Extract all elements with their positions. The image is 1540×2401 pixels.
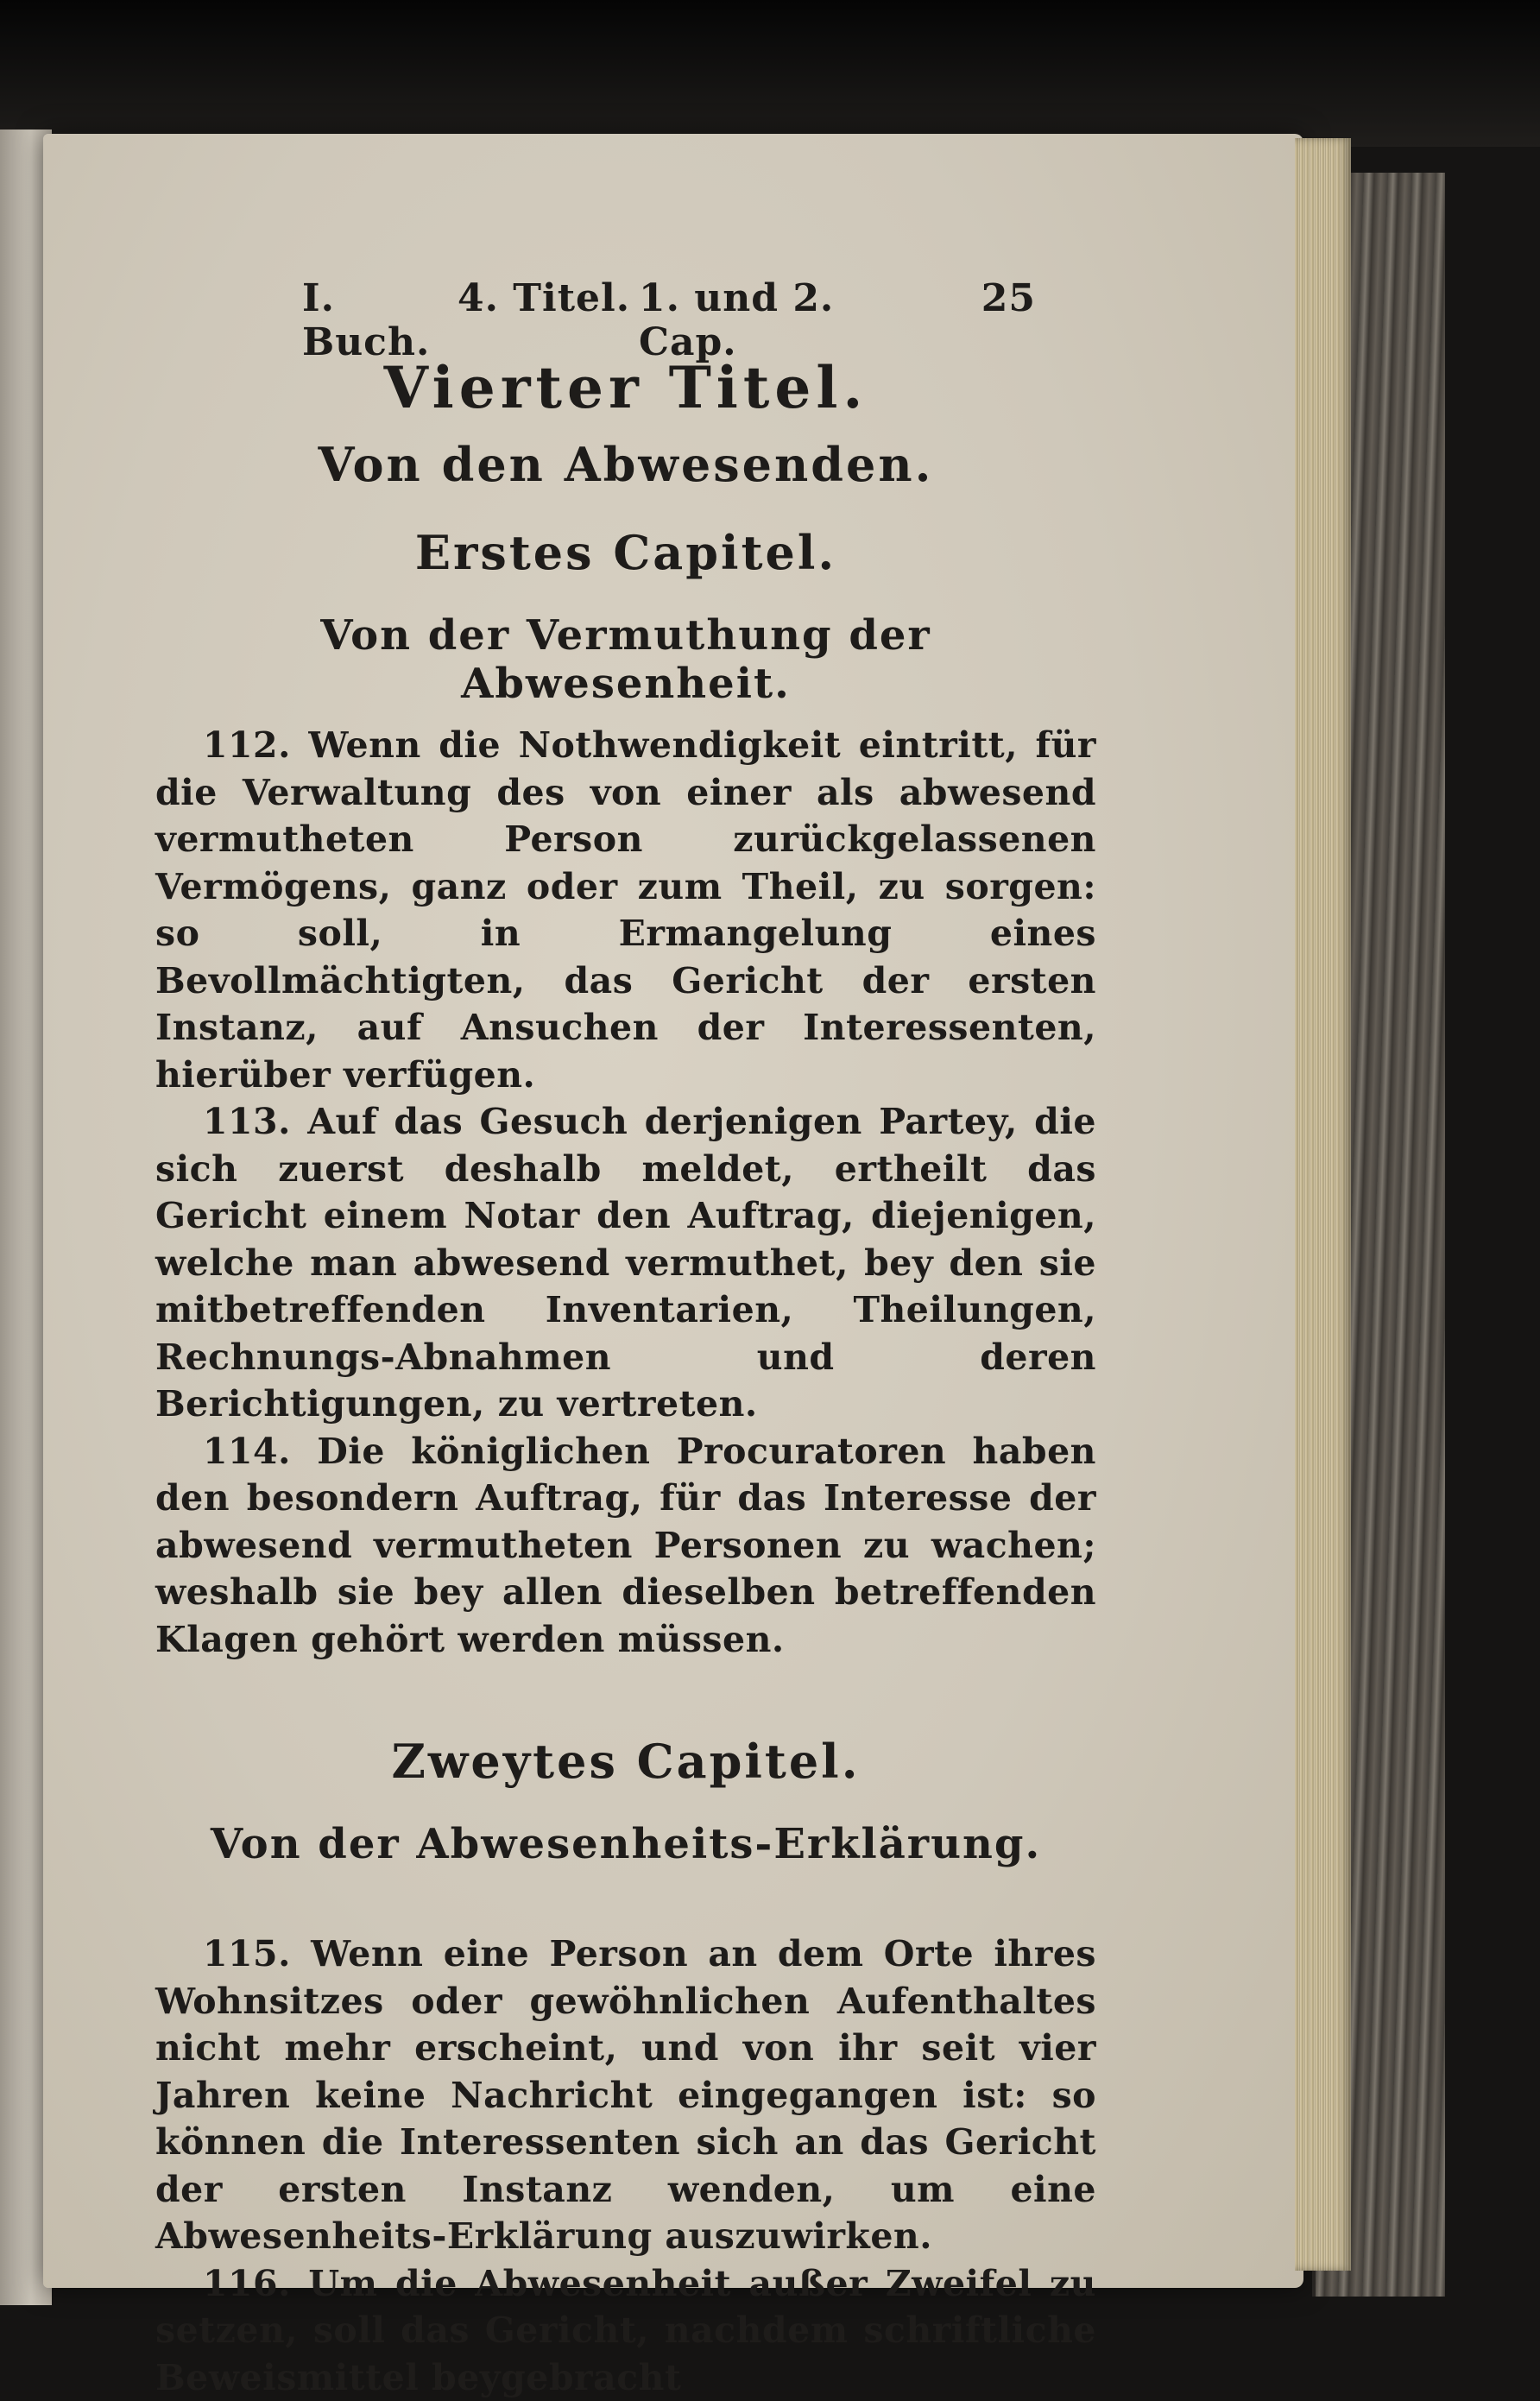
- running-head-title: 4. Titel.: [458, 276, 639, 320]
- running-head-book: I. Buch.: [302, 276, 458, 364]
- paragraph-114: [155, 1428, 1096, 1664]
- paragraph-text: Um die Abwesenheit außer Zweifel zu setzen, soll das Gericht, nachdem schriftliche Beweismittel beygebracht: [155, 2263, 1096, 2398]
- page-block-edges: [1295, 138, 1351, 2271]
- chapter-2-heading: Zweytes Capitel.: [155, 1734, 1096, 1811]
- running-head-chapter: 1. und 2. Cap.: [639, 276, 924, 364]
- paragraph-number: 113.: [155, 1101, 291, 1142]
- running-head: [155, 276, 1096, 328]
- paragraph-text: Die königlichen Procuratoren haben den besondern Auftrag, für das Interesse der abwesend vermutheten Personen zu wachen; weshalb sie bey allen dieselben betreffenden Klagen gehört werden müssen.: [155, 1431, 1096, 1660]
- chapter-1-subheading: Von der Vermuthung der Abwesenheit.: [155, 611, 1096, 687]
- title-subheading: Von den Abwesenden.: [155, 437, 1096, 515]
- chapter-2-subheading: Von der Abwesenheits-Erklärung.: [155, 1820, 1096, 1896]
- paragraph-number: 112.: [155, 724, 291, 766]
- page-content: [155, 276, 1096, 2401]
- book-page: [43, 134, 1303, 2288]
- paragraph-number: 114.: [155, 1431, 291, 1472]
- paragraph-number: 116.: [155, 2263, 291, 2304]
- paragraph-text: Wenn eine Person an dem Orte ihres Wohnsitzes oder gewöhnlichen Aufenthaltes nicht mehr erscheint, und von ihr seit vier Jahren keine Nachricht eingegangen ist: so können die Interessenten sich an das Gericht der ersten Instanz wenden, um eine Abwesenheits-Erklärung auszuwirken.: [155, 1933, 1096, 2257]
- paragraph-112: [155, 722, 1096, 1098]
- background-top: [0, 0, 1540, 147]
- paragraph-116: [155, 2260, 1096, 2401]
- paragraph-115: [155, 1930, 1096, 2260]
- paragraph-number: 115.: [155, 1933, 291, 1975]
- page-number: 25: [981, 276, 1036, 320]
- paragraph-text: Auf das Gesuch derjenigen Partey, die sich zuerst deshalb meldet, ertheilt das Gericht einem Notar den Auftrag, diejenigen, welche man abwesend vermuthet, bey den sie mitbetreffenden Inventarien, Theilungen, Rechnungs-Abnahmen und deren Berichtigungen, zu vertreten.: [155, 1101, 1096, 1425]
- chapter-1-heading: Erstes Capitel.: [155, 525, 1096, 603]
- paragraph-text: Wenn die Nothwendigkeit eintritt, für die Verwaltung des von einer als abwesend vermutheten Person zurückgelassenen Vermögens, ganz oder zum Theil, zu sorgen: so soll, in Ermangelung eines Bevollmächtigten, das Gericht der ersten Instanz, auf Ansuchen der Interessenten, hierüber verfügen.: [155, 724, 1096, 1096]
- paragraph-113: [155, 1098, 1096, 1428]
- title-heading: Vierter Titel.: [155, 354, 1096, 426]
